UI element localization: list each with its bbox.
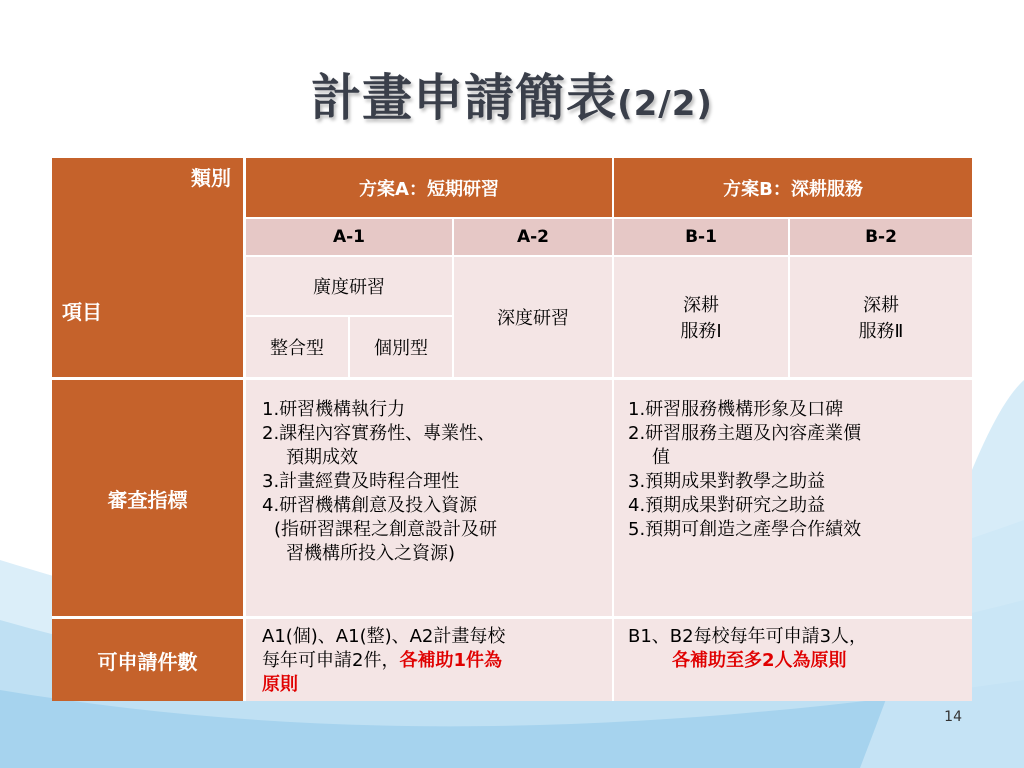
count-b-emphasis: 各補助至多2人為原則 [672, 650, 847, 671]
cell-b1-line2: 服務Ⅰ [680, 321, 722, 342]
review-b-line: 1.研習服務機構形象及口碑 [628, 399, 844, 420]
col-b1-header: B-1 [614, 217, 790, 257]
plan-summary-table [52, 158, 972, 701]
slide-title-suffix: (2/2) [617, 84, 713, 124]
application-count-plan-a [246, 616, 614, 701]
cell-b2-line1: 深耕 [863, 295, 899, 316]
cell-a1-breadth: 廣度研習 [246, 257, 454, 317]
count-a-line2: 每年可申請2件， [262, 650, 400, 671]
slide-title [0, 58, 1024, 130]
plan-a-header: 方案A：短期研習 [246, 158, 614, 217]
review-a-line: 1.研習機構執行力 [262, 399, 406, 420]
review-a-line: 4.研習機構創意及投入資源 [262, 495, 478, 516]
review-b-line: 4.預期成果對研究之助益 [628, 495, 826, 516]
review-b-line: 2.研習服務主題及內容產業價 [628, 423, 862, 444]
cell-b1-deep-service [614, 257, 790, 377]
count-b-line1: B1、B2每校每年可申請3人， [628, 626, 868, 647]
cell-b1-line1: 深耕 [683, 295, 719, 316]
page-number: 14 [944, 709, 962, 725]
col-a1-header: A-1 [246, 217, 454, 257]
application-count-label: 可申請件數 [52, 616, 246, 701]
review-criteria-plan-a [246, 377, 614, 616]
cell-a1-integrated: 整合型 [246, 317, 350, 377]
category-label: 類別 [191, 166, 231, 190]
application-count-plan-b [614, 616, 972, 701]
review-a-line: 3.計畫經費及時程合理性 [262, 471, 460, 492]
review-b-line: 值 [652, 447, 670, 468]
plan-b-header: 方案B：深耕服務 [614, 158, 972, 217]
review-b-line: 3.預期成果對教學之助益 [628, 471, 826, 492]
cell-a2-depth: 深度研習 [454, 257, 614, 377]
slide-title-main: 計畫申請簡表 [311, 69, 618, 127]
cell-a1-individual: 個別型 [350, 317, 454, 377]
review-criteria-label: 審查指標 [52, 377, 246, 616]
count-a-emphasis: 各補助1件為 [399, 650, 502, 671]
count-a-emphasis-end: 原則 [262, 674, 298, 695]
count-a-line1: A1(個)、A1(整)、A2計畫每校 [262, 626, 506, 647]
cell-b2-line2: 服務Ⅱ [858, 321, 904, 342]
review-a-line: 習機構所投入之資源) [286, 543, 456, 564]
review-a-line: 預期成效 [286, 447, 358, 468]
review-a-line: 2.課程內容實務性、專業性、 [262, 423, 496, 444]
review-a-line: (指研習課程之創意設計及研 [274, 519, 498, 540]
review-criteria-plan-b [614, 377, 972, 616]
review-b-line: 5.預期可創造之產學合作績效 [628, 519, 862, 540]
cell-b2-deep-service [790, 257, 972, 377]
col-a2-header: A-2 [454, 217, 614, 257]
item-label: 項目 [62, 300, 102, 324]
category-item-header [52, 158, 246, 377]
col-b2-header: B-2 [790, 217, 972, 257]
